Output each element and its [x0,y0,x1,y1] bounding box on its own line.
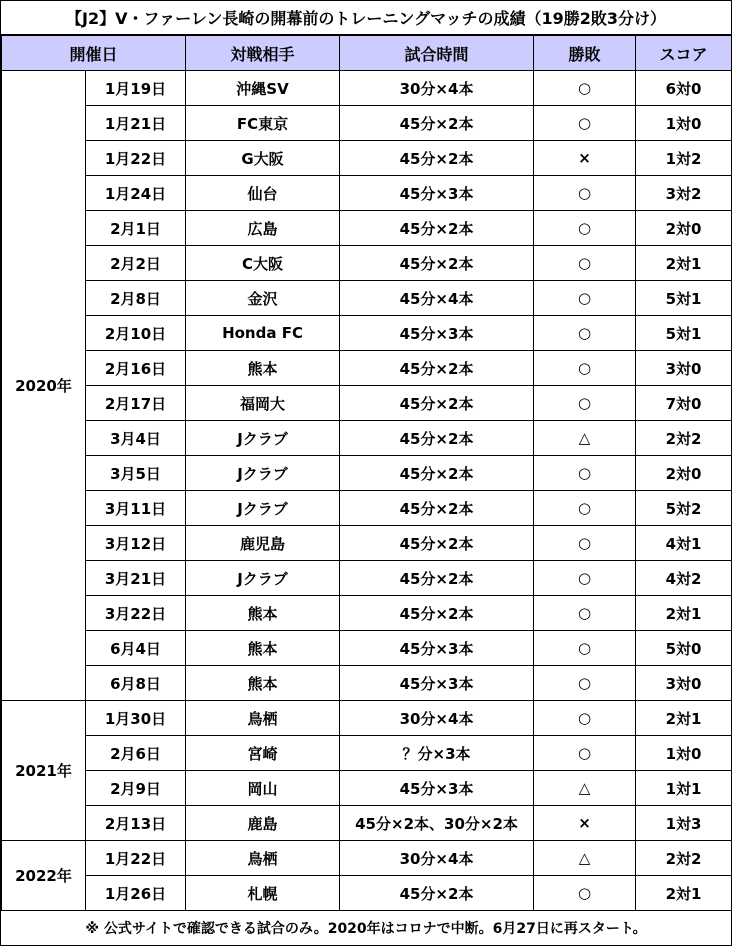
match-result: ○ [534,491,636,526]
match-duration: 30分×4本 [340,841,534,876]
match-opponent: 岡山 [186,771,340,806]
match-date: 1月24日 [86,176,186,211]
match-score: 5対0 [636,631,732,666]
match-opponent: Jクラブ [186,561,340,596]
table-row [2,211,732,246]
header-duration: 試合時間 [340,36,534,71]
header-score: スコア [636,36,732,71]
match-duration: 45分×4本 [340,281,534,316]
match-opponent: 札幌 [186,876,340,911]
match-opponent: 鳥栖 [186,701,340,736]
match-result: × [534,806,636,841]
table-row [2,456,732,491]
results-table [1,35,732,911]
year-label: 2021年 [2,701,86,841]
match-result: ○ [534,106,636,141]
match-result: ○ [534,596,636,631]
match-opponent: 鳥栖 [186,841,340,876]
match-opponent: 福岡大 [186,386,340,421]
match-date: 2月1日 [86,211,186,246]
match-result: ○ [534,211,636,246]
match-duration: 45分×2本 [340,491,534,526]
match-score: 2対2 [636,841,732,876]
table-row [2,526,732,561]
match-date: 2月6日 [86,736,186,771]
table-row [2,106,732,141]
match-date: 3月22日 [86,596,186,631]
match-opponent: 宮崎 [186,736,340,771]
match-opponent: C大阪 [186,246,340,281]
match-score: 2対1 [636,876,732,911]
match-score: 7対0 [636,386,732,421]
table-row [2,491,732,526]
match-duration: 45分×2本、30分×2本 [340,806,534,841]
match-score: 4対2 [636,561,732,596]
table-title: 【J2】V・ファーレン長崎の開幕前のトレーニングマッチの成績（19勝2敗3分け） [1,1,731,35]
match-result: ○ [534,736,636,771]
match-result: ○ [534,631,636,666]
match-result: ○ [534,386,636,421]
match-duration: 45分×2本 [340,106,534,141]
match-score: 2対0 [636,456,732,491]
match-opponent: G大阪 [186,141,340,176]
match-date: 3月21日 [86,561,186,596]
match-score: 5対1 [636,281,732,316]
match-duration: 45分×3本 [340,631,534,666]
match-score: 1対0 [636,106,732,141]
match-result: ○ [534,526,636,561]
match-duration: 45分×3本 [340,316,534,351]
match-date: 6月4日 [86,631,186,666]
match-duration: 45分×2本 [340,456,534,491]
table-row [2,701,732,736]
match-result: △ [534,421,636,456]
match-date: 1月30日 [86,701,186,736]
header-opponent: 対戦相手 [186,36,340,71]
match-date: 2月10日 [86,316,186,351]
match-duration: 30分×4本 [340,71,534,106]
table-row [2,316,732,351]
match-score: 1対2 [636,141,732,176]
match-result: ○ [534,456,636,491]
match-opponent: 金沢 [186,281,340,316]
match-duration: 45分×2本 [340,246,534,281]
match-result: ○ [534,351,636,386]
match-date: 2月16日 [86,351,186,386]
match-score: 3対2 [636,176,732,211]
match-duration: 45分×2本 [340,421,534,456]
match-opponent: 熊本 [186,666,340,701]
match-opponent: 広島 [186,211,340,246]
match-opponent: Jクラブ [186,491,340,526]
table-row [2,141,732,176]
match-score: 5対2 [636,491,732,526]
match-opponent: 鹿児島 [186,526,340,561]
match-score: 2対1 [636,246,732,281]
match-result: ○ [534,701,636,736]
match-opponent: Jクラブ [186,421,340,456]
match-duration: 45分×3本 [340,771,534,806]
match-date: 6月8日 [86,666,186,701]
match-duration: 45分×2本 [340,351,534,386]
table-row [2,631,732,666]
match-date: 2月13日 [86,806,186,841]
table-row [2,806,732,841]
match-duration: 45分×2本 [340,526,534,561]
match-duration: 30分×4本 [340,701,534,736]
match-score: 1対1 [636,771,732,806]
table-row [2,281,732,316]
header-row [2,36,732,71]
table-row [2,771,732,806]
match-date: 3月11日 [86,491,186,526]
match-opponent: FC東京 [186,106,340,141]
table-row [2,841,732,876]
match-result: ○ [534,316,636,351]
table-row [2,736,732,771]
match-date: 1月22日 [86,141,186,176]
match-date: 2月8日 [86,281,186,316]
match-date: 2月2日 [86,246,186,281]
match-duration: 45分×2本 [340,386,534,421]
match-opponent: 熊本 [186,596,340,631]
match-duration: 45分×2本 [340,561,534,596]
match-duration: 45分×2本 [340,596,534,631]
match-date: 2月17日 [86,386,186,421]
footnote: ※ 公式サイトで確認できる試合のみ。2020年はコロナで中断。6月27日に再スタート。 [1,910,731,945]
match-score: 6対0 [636,71,732,106]
match-opponent: 沖縄SV [186,71,340,106]
match-result: ○ [534,176,636,211]
match-date: 1月22日 [86,841,186,876]
header-date: 開催日 [2,36,186,71]
match-score: 2対0 [636,211,732,246]
table-row [2,71,732,106]
match-result: △ [534,771,636,806]
table-row [2,421,732,456]
match-score: 1対3 [636,806,732,841]
match-date: 1月26日 [86,876,186,911]
match-opponent: Jクラブ [186,456,340,491]
match-opponent: 熊本 [186,351,340,386]
match-result: ○ [534,561,636,596]
match-duration: 45分×2本 [340,141,534,176]
match-score: 5対1 [636,316,732,351]
match-result: ○ [534,876,636,911]
match-date: 3月4日 [86,421,186,456]
match-duration: ？分×3本 [340,736,534,771]
match-result: × [534,141,636,176]
match-result: ○ [534,281,636,316]
match-duration: 45分×2本 [340,211,534,246]
match-result: ○ [534,666,636,701]
match-opponent: 熊本 [186,631,340,666]
match-result: ○ [534,246,636,281]
match-score: 1対0 [636,736,732,771]
match-duration: 45分×2本 [340,876,534,911]
match-score: 3対0 [636,666,732,701]
table-row [2,561,732,596]
match-duration: 45分×3本 [340,176,534,211]
match-opponent: 仙台 [186,176,340,211]
table-row [2,666,732,701]
table-row [2,351,732,386]
match-opponent: Honda FC [186,316,340,351]
match-opponent: 鹿島 [186,806,340,841]
match-date: 1月19日 [86,71,186,106]
year-label: 2022年 [2,841,86,911]
table-row [2,386,732,421]
table-row [2,876,732,911]
match-date: 2月9日 [86,771,186,806]
match-score: 4対1 [636,526,732,561]
results-body [2,71,732,911]
header-result: 勝敗 [534,36,636,71]
match-score: 2対1 [636,701,732,736]
table-row [2,246,732,281]
match-result: ○ [534,71,636,106]
match-duration: 45分×3本 [340,666,534,701]
match-result: △ [534,841,636,876]
match-date: 3月5日 [86,456,186,491]
table-row [2,596,732,631]
table-row [2,176,732,211]
match-date: 1月21日 [86,106,186,141]
match-date: 3月12日 [86,526,186,561]
match-score: 3対0 [636,351,732,386]
match-score: 2対1 [636,596,732,631]
year-label: 2020年 [2,71,86,701]
match-score: 2対2 [636,421,732,456]
